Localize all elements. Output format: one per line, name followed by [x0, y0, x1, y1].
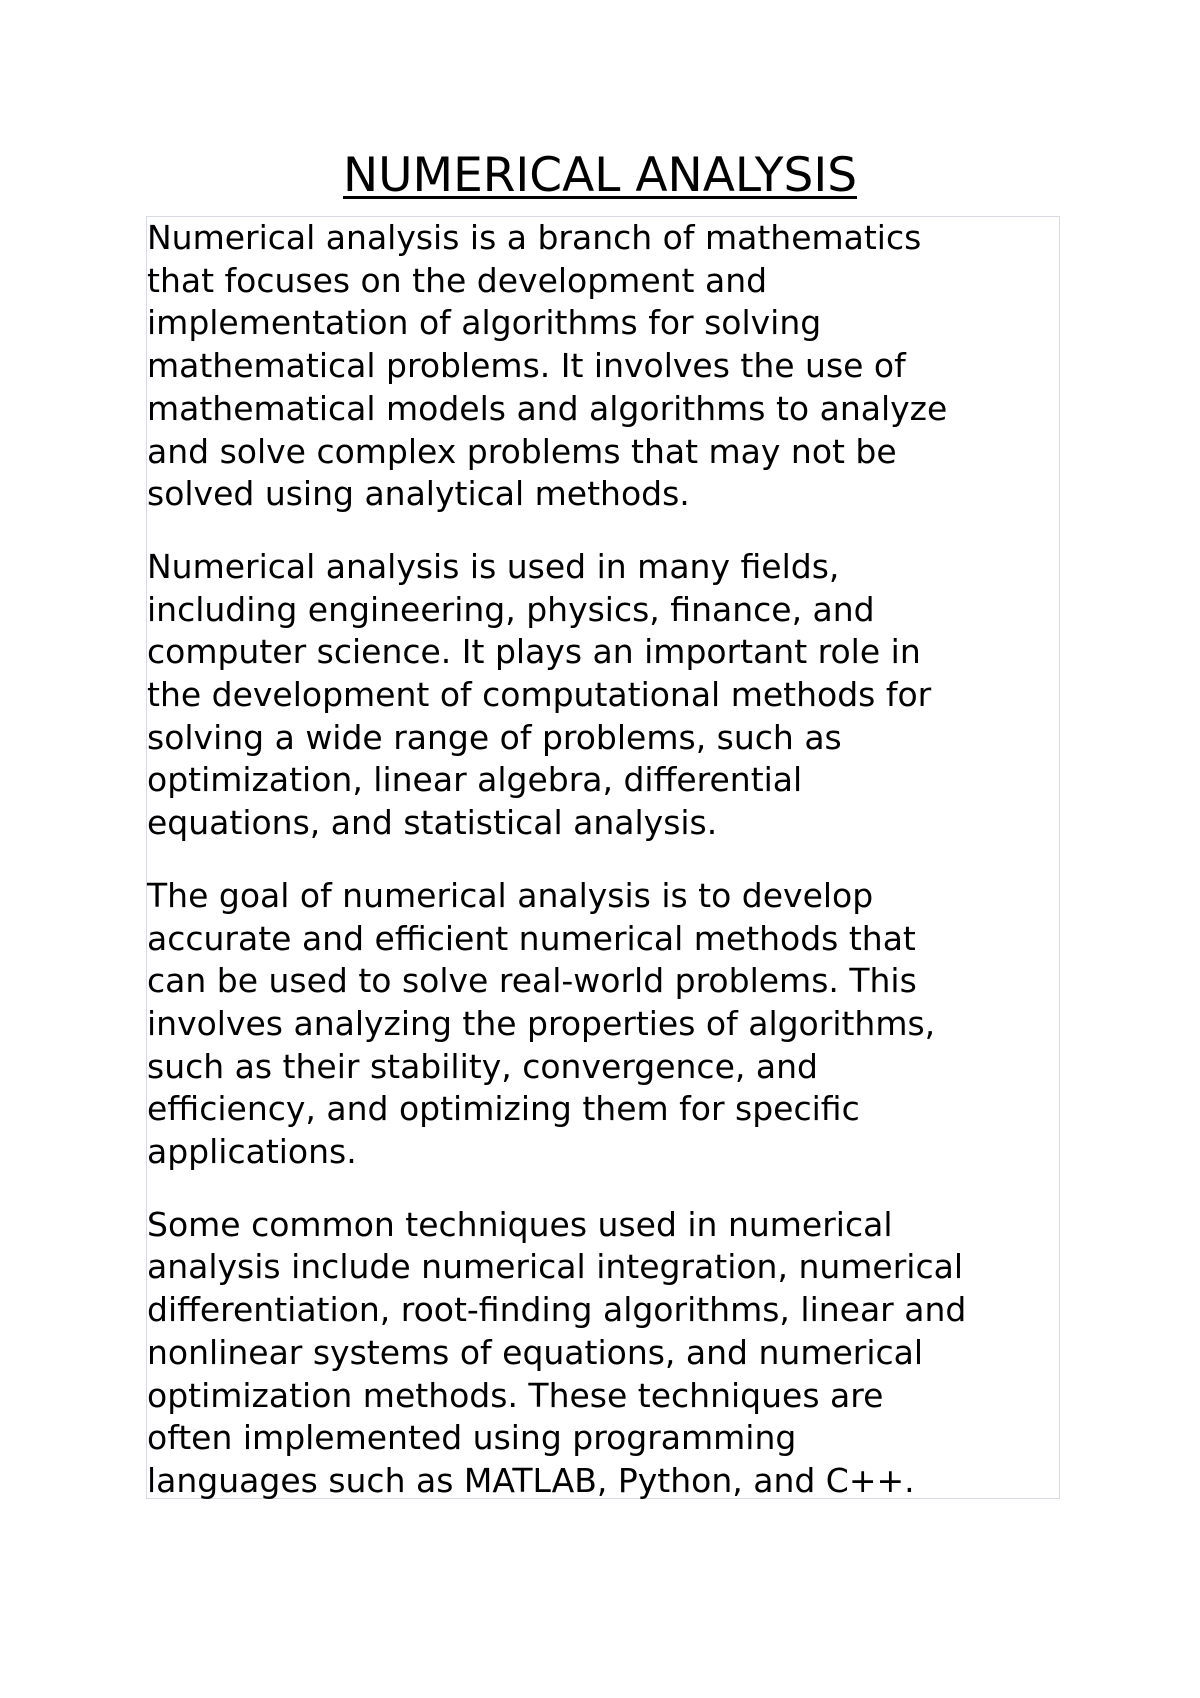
paragraph-line: differentiation, root-finding algorithms, linear and: [147, 1290, 967, 1330]
paragraph-line: including engineering, physics, finance, and: [147, 589, 875, 629]
paragraph-4: [147, 1204, 1059, 1503]
paragraph-line: Numerical analysis is used in many fields,: [147, 546, 840, 586]
paragraph-line: Some common techniques used in numerical: [147, 1204, 893, 1244]
paragraph-line: computer science. It plays an important role in: [147, 632, 921, 672]
paragraph-line: The goal of numerical analysis is to develop: [147, 875, 874, 915]
paragraph-line: analysis include numerical integration, numerical: [147, 1247, 963, 1287]
document-title: NUMERICAL ANALYSIS: [342, 148, 858, 203]
paragraph-line: and solve complex problems that may not be: [147, 431, 897, 471]
paragraph-1: [147, 217, 1059, 516]
paragraph-line: mathematical problems. It involves the use of: [147, 346, 906, 386]
paragraph-line: such as their stability, convergence, and: [147, 1046, 818, 1086]
paragraph-line: involves analyzing the properties of algorithms,: [147, 1003, 936, 1043]
paragraph-line: languages such as MATLAB, Python, and C++.: [147, 1460, 915, 1500]
paragraph-line: mathematical models and algorithms to analyze: [147, 388, 948, 428]
paragraph-line: nonlinear systems of equations, and numerical: [147, 1332, 924, 1372]
paragraph-line: solving a wide range of problems, such as: [147, 717, 842, 757]
paragraph-line: Numerical analysis is a branch of mathematics: [147, 218, 922, 257]
paragraph-line: solved using analytical methods.: [147, 474, 690, 514]
paragraph-2: [147, 546, 1059, 845]
text-box: [146, 216, 1060, 1499]
paragraph-line: equations, and statistical analysis.: [147, 803, 718, 843]
paragraph-line: can be used to solve real-world problems. This: [147, 961, 917, 1001]
paragraph-3: [147, 875, 1059, 1174]
paragraph-line: the development of computational methods for: [147, 675, 932, 715]
paragraph-line: applications.: [147, 1132, 357, 1172]
paragraph-line: optimization, linear algebra, differential: [147, 760, 803, 800]
paragraph-line: accurate and efficient numerical methods that: [147, 918, 916, 958]
paragraph-line: efficiency, and optimizing them for specific: [147, 1089, 860, 1129]
paragraph-line: that focuses on the development and: [147, 260, 768, 300]
paragraph-line: often implemented using programming: [147, 1418, 797, 1458]
paragraph-line: implementation of algorithms for solving: [147, 303, 822, 343]
paragraph-line: optimization methods. These techniques are: [147, 1375, 884, 1415]
